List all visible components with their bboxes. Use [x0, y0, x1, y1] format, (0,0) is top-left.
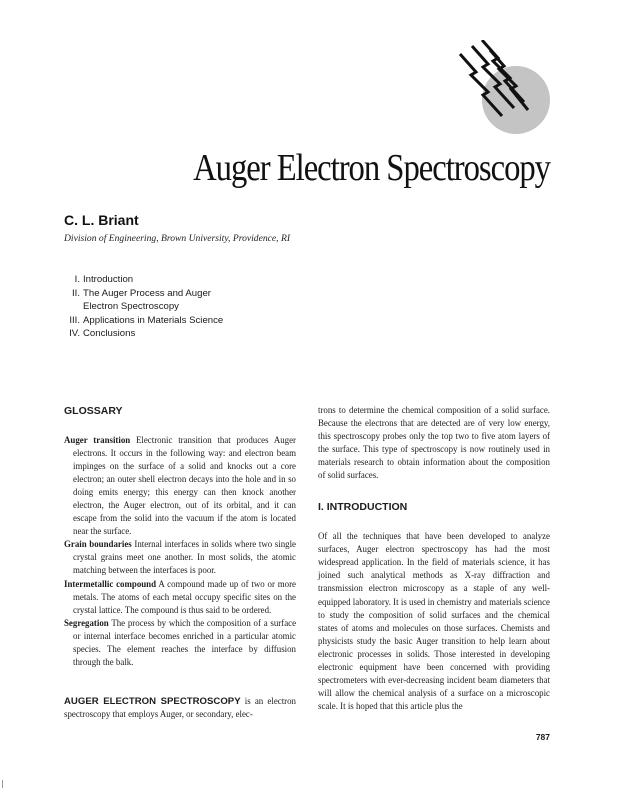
article-title: Auger Electron Spectroscopy — [193, 147, 551, 189]
intro-lead: AUGER ELECTRON SPECTROSCOPY — [64, 695, 241, 707]
glossary-entry — [64, 578, 296, 617]
glossary-heading: GLOSSARY — [64, 405, 123, 417]
glossary-entry — [64, 617, 296, 669]
scan-edge-mark — [2, 780, 3, 788]
intro-paragraph-continued: trons to determine the chemical composition of a solid surface. Because the electrons that are detected are of very low energy, this spectroscopy probes only the top two to five atom layers of the surface. This type of spectroscopy is now routinely used in materials research to obtain information about the composition of solid surfaces. — [318, 405, 550, 481]
intro-paragraph-start — [64, 695, 296, 721]
right-column — [318, 404, 550, 713]
outline-number: IV. — [69, 328, 80, 340]
outline-item — [64, 287, 324, 314]
glossary-term: Grain boundaries — [64, 539, 132, 550]
outline-text: Applications in Materials Science — [83, 314, 224, 326]
author-affiliation: Division of Engineering, Brown University, Providence, RI — [64, 233, 291, 244]
glossary-term: Auger transition — [64, 435, 131, 445]
outline-text: The Auger Process and Auger Electron Spectroscopy — [83, 287, 211, 313]
glossary-entry — [64, 538, 296, 577]
glossary-term: Intermetallic compound — [64, 578, 157, 589]
page-number: 787 — [535, 732, 550, 742]
glossary-entry — [64, 434, 296, 538]
glossary-term: Segregation — [64, 617, 109, 628]
glossary-definition: Internal interfaces in solids where two single crystal grains meet one another. In most solids, the atomic matching between the interfaces is poor. — [73, 539, 296, 576]
outline-item — [64, 273, 324, 287]
glossary-definition: Electronic transition that produces Auger electrons. It occurs in the following way: and electron beam impinges on the surface of a solid and knocks out a core electron; an outer shell electron decays into the hole and in so doing emits energy; this energy can then knock another electron, the Auger electron, out of its orbital, and it can escape from the solid into the vacuum if the atom is located near the surface. — [73, 435, 296, 537]
left-column — [64, 404, 296, 721]
glossary-definition: The process by which the composition of a surface or internal interface becomes enriched in a particular atomic species. The element reaches the interface by diffusion through the balk. — [73, 617, 297, 667]
section-heading-introduction: I. INTRODUCTION — [318, 501, 408, 514]
outline-text: Introduction — [83, 274, 134, 285]
introduction-body: Of all the techniques that have been developed to analyze surfaces, Auger electron spectroscopy has had the most widespread application. In the field of materials science, it has joined such analytical methods as X-ray diffraction and transmission electron microscopy as a staple of any well-equipped laboratory. It is used in chemistry and materials science to study the composition of solid surfaces and the chemical states of atoms and molecules on those surfaces. Chemists and physicists study the basic Auger transition to help learn about electronic processes in solids. Those interested in developing electronic equipment have been concerned with providing spectrometers with ever-decreasing incident beam diameters that will allow the chemical analysis of a surface on a microscopic scale. It is hoped that this article plus the — [318, 531, 550, 711]
article-outline — [64, 273, 324, 341]
author-name: C. L. Briant — [64, 212, 139, 228]
outline-text: Conclusions — [83, 328, 136, 340]
glossary-definition: A compound made up of two or more metals. The atoms of each metal occupy specific sites on the crystal lattice. The compound is thus said to be ordered. — [73, 578, 296, 615]
outline-number: I. — [74, 274, 80, 285]
lightning-bolt-logo-icon — [458, 40, 550, 134]
outline-item — [64, 327, 324, 341]
outline-number: II. — [72, 287, 80, 299]
outline-item — [64, 314, 324, 328]
intro-paragraph-text: is an electron spectroscopy that employs Auger, or secondary, elec- — [64, 695, 296, 719]
outline-number: III. — [69, 314, 80, 326]
